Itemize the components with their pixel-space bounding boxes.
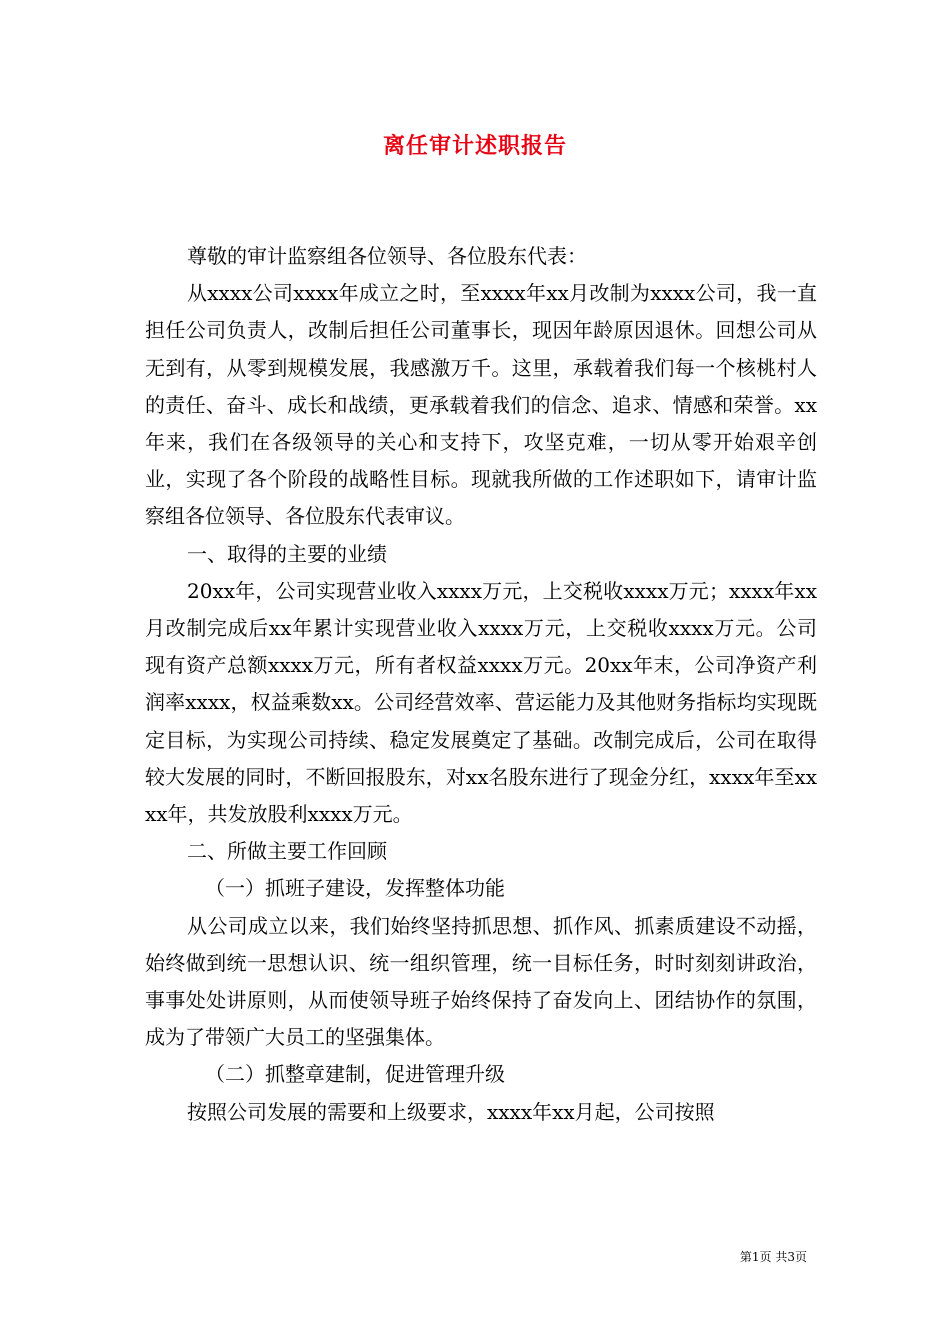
paragraph-intro: 从xxxx公司xxxx年成立之时，至xxxx年xx月改制为xxxx公司，我一直担任公司负责人，改制后担任公司董事长，现因年龄原因退休。回想公司从无到有，从零到规模发展，我感激万千。这里，承载着我们每一个核桃村人的责任、奋斗、成长和战绩，更承载着我们的信念、追求、情感和荣誉。xx年来，我们在各级领导的关心和支持下，攻坚克难，一切从零开始艰辛创业，实现了各个阶段的战略性目标。现就我所做的工作述职如下，请审计监察组各位领导、各位股东代表审议。 xyxy=(145,281,817,529)
subsection-heading-team: （一）抓班子建设，发挥整体功能 xyxy=(205,876,505,901)
document-body xyxy=(145,238,817,1131)
section-heading-review: 二、所做主要工作回顾 xyxy=(187,839,387,864)
paragraph-achievements: 20xx年，公司实现营业收入xxxx万元，上交税收xxxx万元；xxxx年xx月改制完成后xx年累计实现营业收入xxxx万元，上交税收xxxx万元。公司现有资产总额xxxx万元，所有者权益xxxx万元。20xx年末，公司净资产利润率xxxx，权益乘数xx。公司经营效率、营运能力及其他财务指标均实现既定目标，为实现公司持续、稳定发展奠定了基础。改制完成后，公司在取得较大发展的同时，不断回报股东，对xx名股东进行了现金分红，xxxx年至xxxx年，共发放股利xxxx万元。 xyxy=(145,578,817,827)
section-heading-achievements: 一、取得的主要的业绩 xyxy=(187,541,387,566)
subsection-heading-rules: （二）抓整章建制，促进管理升级 xyxy=(205,1062,505,1087)
paragraph-team: 从公司成立以来，我们始终坚持抓思想、抓作风、抓素质建设不动摇，始终做到统一思想认识、统一组织管理，统一目标任务，时时刻刻讲政治，事事处处讲原则，从而使领导班子始终保持了奋发向上、团结协作的氛围，成为了带领广大员工的坚强集体。 xyxy=(145,913,817,1050)
document-title: 离任审计述职报告 xyxy=(382,133,567,159)
salutation: 尊敬的审计监察组各位领导、各位股东代表： xyxy=(187,244,587,268)
page-number-footer: 第1页 共3页 xyxy=(739,1250,807,1264)
paragraph-rules: 按照公司发展的需要和上级要求，xxxx年xx月起，公司按照 xyxy=(187,1099,715,1124)
